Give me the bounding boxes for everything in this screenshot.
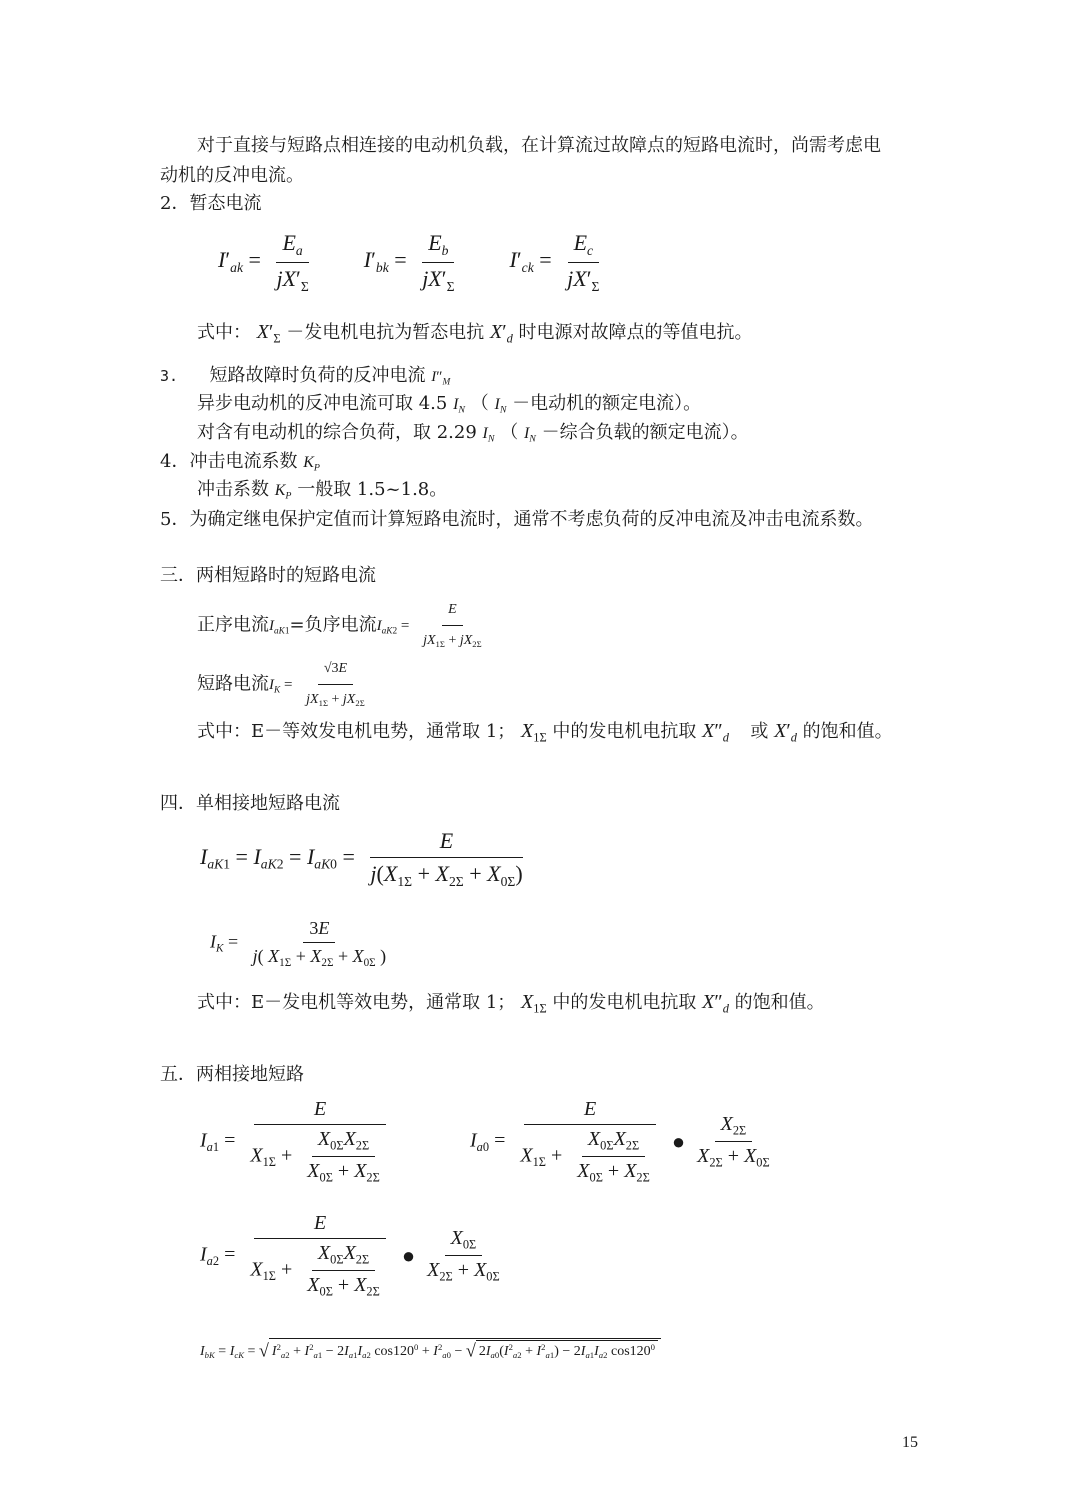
intro-line-2: 动机的反冲电流。 (160, 165, 304, 186)
chapter-4-note: 式中：E－发电机等效电势，通常取 1； $X_{1\Sigma}$ 中的发电机电抗取 $X''_d$ 的饱和值。 (197, 991, 825, 1016)
section-4-heading: 4．冲击电流系数 $K_P$ (160, 451, 320, 474)
line-b: 一般取 1.5~1.8。 (297, 479, 448, 500)
chapter-5-heading: 五．两相接地短路 (160, 1064, 304, 1085)
short-circuit-current-formula: 短路电流$I_K$ = $\frac{√3E}{jX_{1\Sigma} + jX_{2\Sigma}}$ (197, 657, 375, 715)
note-suffix: 时电源对故障点的等值电抗。 (518, 322, 753, 343)
chapter-4-heading: 四．单相接地短路电流 (160, 793, 340, 814)
page-number: 15 (902, 1434, 918, 1451)
line-1a: 异步电动机的反冲电流可取 4.5 (197, 393, 448, 414)
sc-label: 短路电流 (197, 673, 269, 695)
note-d: 的饱和值。 (802, 721, 893, 742)
section-3-number: 3. (160, 367, 179, 385)
line-1c: －电动机的额定电流）。 (512, 393, 702, 414)
neg-label: =负序电流 (289, 614, 377, 636)
note-mid: －发电机电抗为暂态电抗 (286, 322, 485, 343)
section-3-heading: 3. 短路故障时负荷的反冲电流 $I''_M$ (160, 365, 451, 388)
pos-label: 正序电流 (197, 614, 269, 636)
section-2-heading: 2．暂态电流 (160, 193, 262, 214)
line-a: 冲击系数 (197, 479, 269, 500)
section-4-title: 4．冲击电流系数 (160, 451, 298, 472)
note-a: 式中：E－等效发电机电势，通常取 1； (197, 721, 516, 742)
section-2-note: 式中： $X'_\Sigma$ －发电机电抗为暂态电抗 $X'_d$ 时电源对故障点的等值电抗。 (197, 321, 753, 346)
line-2b: （ (500, 422, 519, 443)
section-3-line-1: 异步电动机的反冲电流可取 4.5 $I_N$ （ $I_N$ －电动机的额定电流）。 (197, 393, 702, 416)
line-2c: －综合负载的额定电流）。 (541, 422, 749, 443)
note-c: 的饱和值。 (734, 992, 825, 1013)
chapter-3-heading: 三．两相短路时的短路电流 (160, 565, 376, 586)
single-phase-sequence-formula: $I_{aK1} = I_{aK2} = I_{aK0}$ = $\frac{E}{j(X_{1\Sigma} + X_{2\Sigma} + X_{0\Sigma})}$ (200, 828, 523, 889)
formula-iak: $I'_{ak}$ = $\frac{E_a}{jX'_\Sigma}$ (218, 230, 309, 294)
transient-current-formulas (218, 230, 609, 295)
formula-ibk: $I'_{bk}$ = $\frac{E_b}{jX'_\Sigma}$ (363, 230, 455, 294)
formula-ia0: $I_{a0}$ = E $X_{1\Sigma}$ + $\frac{X_{0\Sigma}X_{2\Sigma}}{X_{0\Sigma} + X_{2\Sigma}}$ ● $\frac{X_{2\Sigma}}{X_{2\Sigma} + X_{0\Sigma}}$ (470, 1098, 770, 1185)
formula-ibk-ick: $I_{bK} = I_{cK}$ = √ $I^2_{a2} + I^2_{a1} - 2I_{a1}I_{a2}$ $\cos 120^0 + I^2_{a0}$ − √ $2I_{a0}(I^2_{a2} + I^2_{a1}) - 2I_{a1}I_{a2}$ $\cos 120^0$ (200, 1338, 661, 1362)
note-a: 式中：E－发电机等效电势，通常取 1； (197, 992, 516, 1013)
section-5-text: 5．为确定继电保护定值而计算短路电流时，通常不考虑负荷的反冲电流及冲击电流系数。 (160, 509, 874, 530)
section-3-line-2: 对含有电动机的综合负荷，取 2.29 $I_N$ （ $I_N$ －综合负载的额定电流）。 (197, 422, 749, 445)
chapter-3-note: 式中：E－等效发电机电势，通常取 1； $X_{1\Sigma}$ 中的发电机电抗取 $X''_d$ 或 $X'_d$ 的饱和值。 (197, 720, 893, 745)
intro-line-1: 对于直接与短路点相连接的电动机负载，在计算流过故障点的短路电流时，尚需考虑电 (197, 135, 881, 156)
pos-neg-sequence-formula: 正序电流$I_{aK1}=$负序电流$I_{aK2}$ = $\frac{E}{jX_{1\Sigma} + jX_{2\Sigma}}$ (197, 598, 492, 656)
formula-ick: $I'_{ck}$ = $\frac{E_c}{jX'_\Sigma}$ (509, 230, 600, 294)
single-phase-current-formula: $I_K$ = $\frac{3E}{j( X_{1\Sigma} + X_{2\Sigma} + X_{0\Sigma} )}$ (210, 918, 387, 969)
formula-ia2: $I_{a2}$ = E $X_{1\Sigma}$ + $\frac{X_{0\Sigma}X_{2\Sigma}}{X_{0\Sigma} + X_{2\Sigma}}$ ● $\frac{X_{0\Sigma}}{X_{2\Sigma} + X_{0\Sigma}}$ (200, 1212, 500, 1299)
formula-ia1: $I_{a1}$ = E $X_{1\Sigma}$ + $\frac{X_{0\Sigma}X_{2\Sigma}}{X_{0\Sigma} + X_{2\Sigma}}$ (200, 1098, 400, 1186)
line-2a: 对含有电动机的综合负荷，取 2.29 (197, 422, 477, 443)
note-c: 或 (750, 721, 769, 742)
note-b: 中的发电机电抗取 (552, 992, 697, 1013)
line-1b: （ (470, 393, 489, 414)
note-b: 中的发电机电抗取 (552, 721, 697, 742)
section-3-title: 短路故障时负荷的反冲电流 (209, 365, 426, 386)
section-4-line: 冲击系数 $K_P$ 一般取 1.5~1.8。 (197, 479, 448, 502)
note-prefix: 式中： (197, 322, 251, 343)
